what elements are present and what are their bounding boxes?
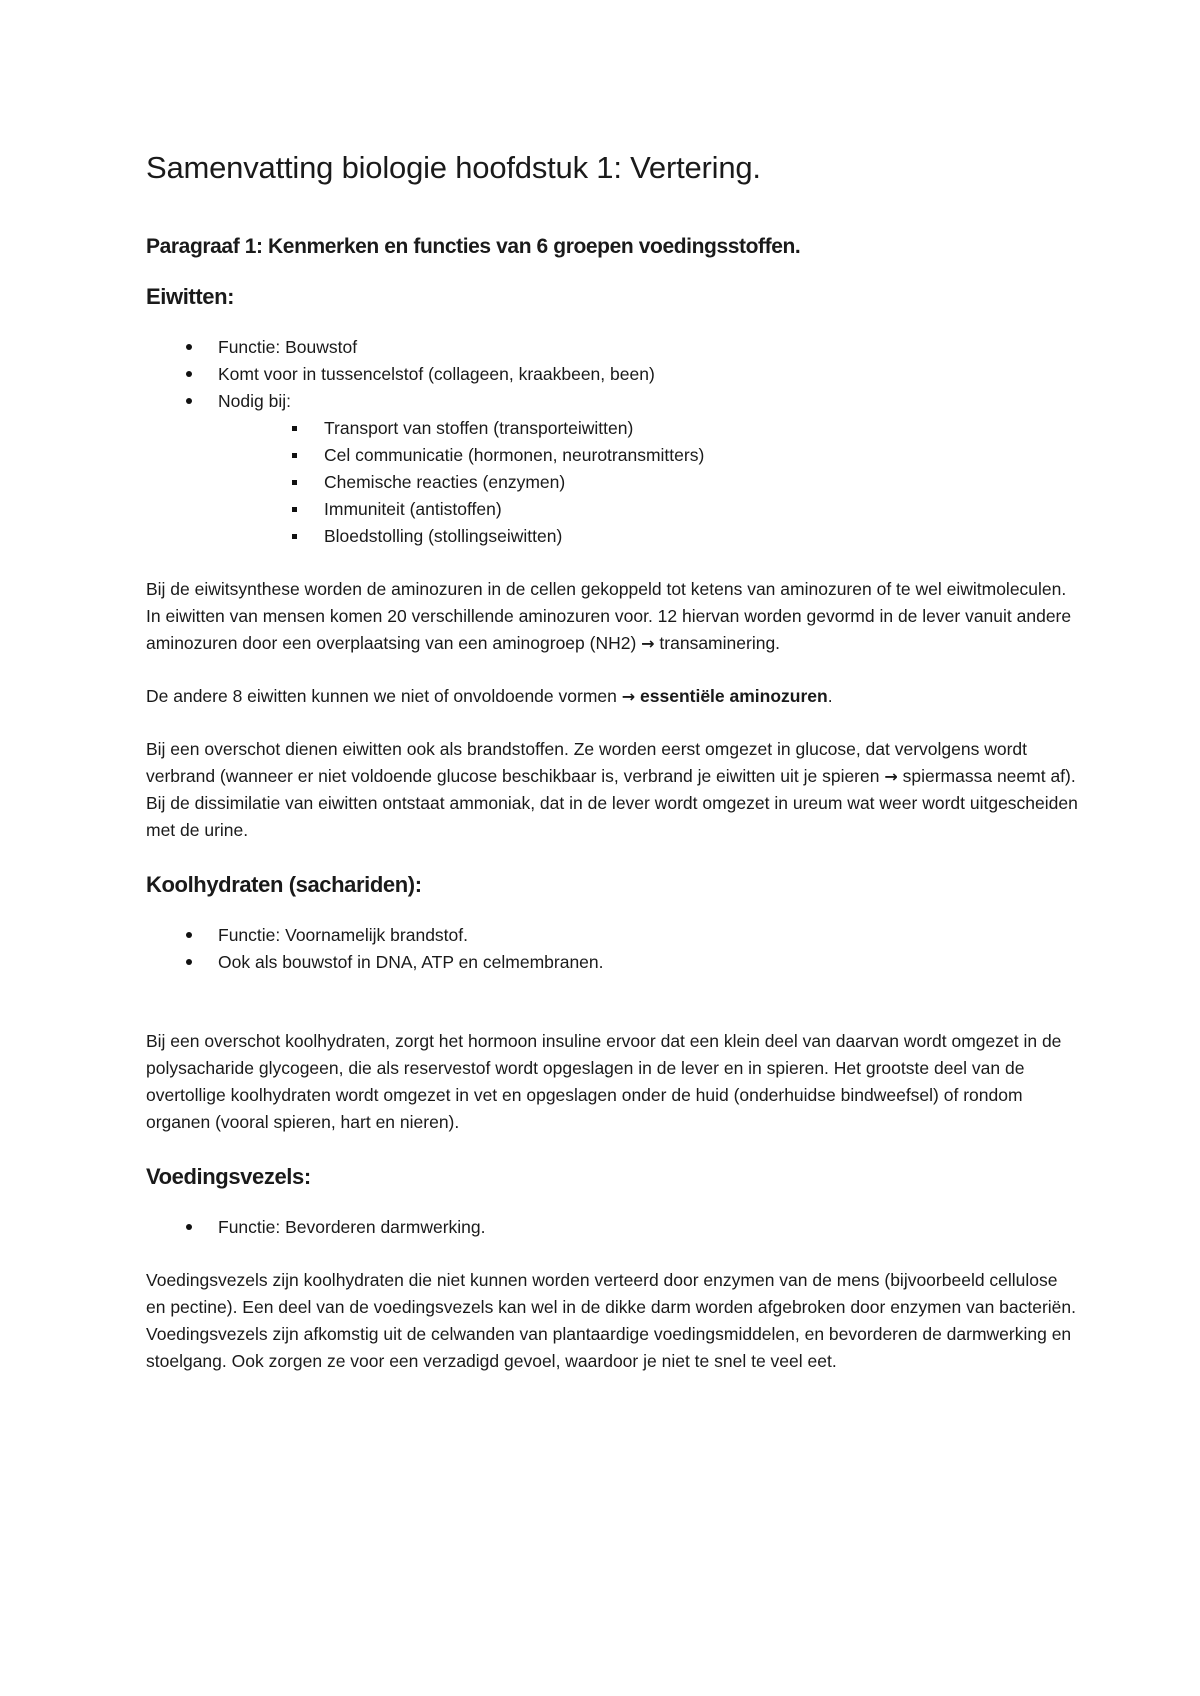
list-item [186,361,1080,388]
paragraph-text: transaminering. [654,633,781,653]
section-heading-koolhydraten: Koolhydraten (sachariden): [146,872,422,897]
paragraph-heading: Paragraaf 1: Kenmerken en functies van 6 groepen voedingsstoffen. [146,235,801,258]
sub-list-item-text: Cel communicatie (hormonen, neurotransmitters) [324,445,705,465]
paragraph-eiwitsynthese [146,576,1080,657]
list-item-text: Functie: Bouwstof [218,337,358,357]
arrow-right-icon: → [884,767,898,786]
paragraph-essentiele-aminozuren [146,683,1080,710]
paragraph-voedingsvezels: Voedingsvezels zijn koolhydraten die niet kunnen worden verteerd door enzymen van de mens (bijvoorbeeld cellulose en pectine). Een deel van de voedingsvezels kan wel in de dikke darm worden afgebroken door enzymen van bacteriën. Voedingsvezels zijn afkomstig uit de celwanden van plantaardige voedingsmiddelen, en bevorderen de darmwerking en stoelgang. Ook zorgen ze voor een verzadigd gevoel, waardoor je niet te snel te veel eet. [146,1270,1077,1371]
bullet-dot-icon [186,371,192,377]
list-item [186,949,1080,976]
section-koolhydraten [146,870,1080,1136]
bullet-list-koolhydraten [146,922,1080,976]
section-eiwitten [146,282,1080,844]
sub-list-item [292,523,1080,550]
paragraph-text: Bij de eiwitsynthese worden de aminozuren in de cellen gekoppeld tot ketens van aminozuren of te wel eiwitmoleculen. In eiwitten van mensen komen 20 verschillende aminozuren voor. 12 hiervan worden gevormd in de lever vanuit andere aminozuren door een overplaatsing van een aminogroep (NH2) [146,579,1072,653]
bullet-list-voedingsvezels [146,1214,1080,1241]
paragraph-text: Bij een overschot dienen eiwitten ook als brandstoffen. Ze worden eerst omgezet in glucose, dat vervolgens wordt verbrand (wanneer er niet voldoende glucose beschikbaar is, verbrand je eiwitten uit je spieren [146,739,1028,786]
arrow-right-icon: → [621,687,636,706]
sub-list-item [292,415,1080,442]
sub-bullet-list-eiwitten [146,415,1080,550]
bullet-square-icon [292,426,297,431]
list-item-text: Functie: Voornamelijk brandstof. [218,925,468,945]
bullet-square-icon [292,507,297,512]
sub-list-item [292,496,1080,523]
bullet-dot-icon [186,959,192,965]
sub-list-item [292,442,1080,469]
section-heading-voedingsvezels: Voedingsvezels: [146,1164,311,1189]
list-item [186,334,1080,361]
list-item-text: Ook als bouwstof in DNA, ATP en celmembranen. [218,952,604,972]
paragraph-eiwit-overschot [146,736,1080,844]
section-voedingsvezels [146,1162,1080,1375]
bullet-dot-icon [186,344,192,350]
list-item-text: Functie: Bevorderen darmwerking. [218,1217,486,1237]
list-item [186,922,1080,949]
bullet-list-eiwitten [146,334,1080,415]
bullet-dot-icon [186,1224,192,1230]
bullet-square-icon [292,453,297,458]
bullet-dot-icon [186,398,192,404]
paragraph-text: . [827,686,833,706]
document-title: Samenvatting biologie hoofdstuk 1: Vertering. [146,150,761,185]
bold-term: essentiële aminozuren [640,686,828,706]
bullet-dot-icon [186,932,192,938]
list-item [186,1214,1080,1241]
list-item-text: Komt voor in tussencelstof (collageen, kraakbeen, been) [218,364,655,384]
paragraph-text: De andere 8 eiwitten kunnen we niet of onvoldoende vormen [146,686,622,706]
section-heading-eiwitten: Eiwitten: [146,284,235,309]
sub-list-item-text: Immuniteit (antistoffen) [324,499,502,519]
bullet-square-icon [292,534,297,539]
list-item-text: Nodig bij: [218,391,291,411]
bullet-square-icon [292,480,297,485]
sub-list-item-text: Chemische reacties (enzymen) [324,472,566,492]
sub-list-item-text: Bloedstolling (stollingseiwitten) [324,526,563,546]
list-item [186,388,1080,415]
arrow-right-icon: → [641,634,655,653]
paragraph-koolhydraten-overschot: Bij een overschot koolhydraten, zorgt het hormoon insuline ervoor dat een klein deel van daarvan wordt omgezet in de polysacharide glycogeen, die als reservestof wordt opgeslagen in de lever en in spieren. Het grootste deel van de overtollige koolhydraten wordt omgezet in vet en opgeslagen onder de huid (onderhuidse bindweefsel) of rondom organen (vooral spieren, hart en nieren). [146,1031,1062,1132]
paragraph-text: spiermassa neemt af). Bij de dissimilatie van eiwitten ontstaat ammoniak, dat in de lever wordt omgezet in ureum wat weer wordt uitgescheiden met de urine. [146,766,1078,840]
sub-list-item [292,469,1080,496]
sub-list-item-text: Transport van stoffen (transporteiwitten) [324,418,634,438]
